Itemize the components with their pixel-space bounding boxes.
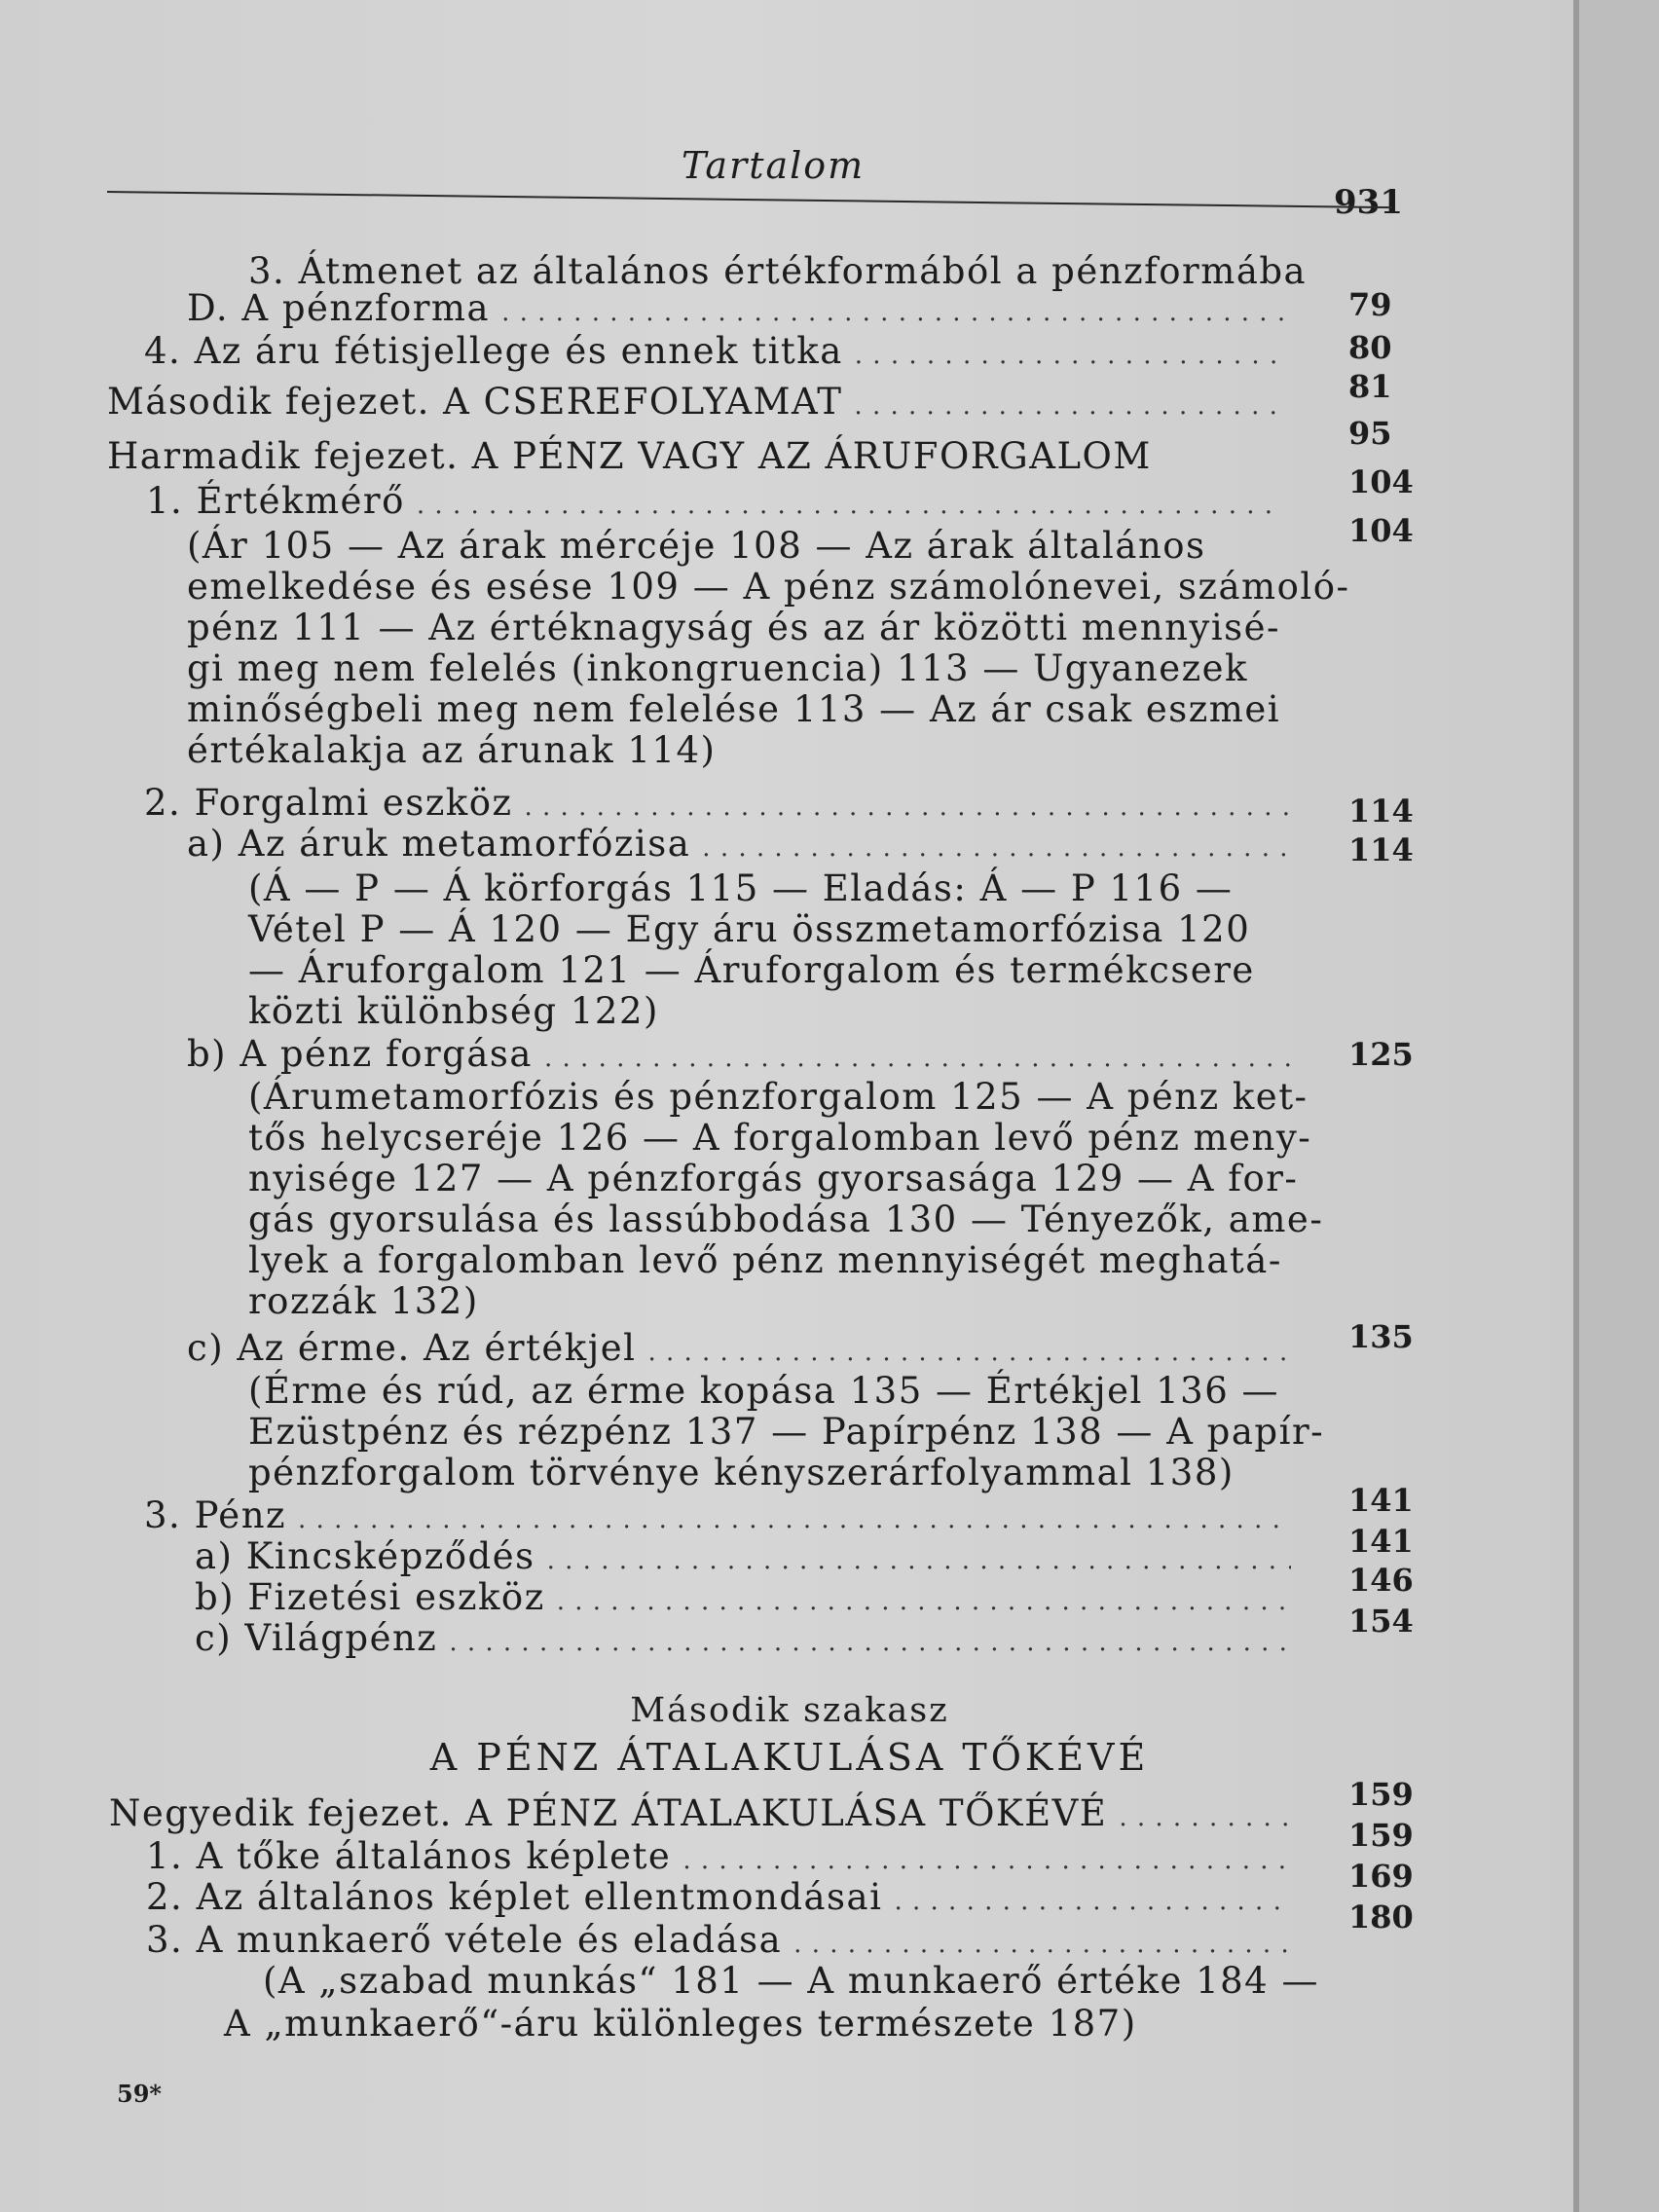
toc-entry: 4. Az áru fétisjellege és ennek titka . . . xyxy=(144,331,1293,372)
toc-description-line: (Érme és rúd, az érme kopása 135 — Értékjel 136 — xyxy=(248,1370,1280,1412)
page-header-title: Tartalom xyxy=(682,144,866,187)
toc-page-number: 114 xyxy=(1348,793,1414,830)
section-title: A PÉNZ ÁTALAKULÁSA TŐKÉVÉ xyxy=(429,1736,1150,1779)
toc-page-number: 159 xyxy=(1348,1817,1414,1854)
toc-description-line: közti különbség 122) xyxy=(248,990,659,1032)
toc-description-line: emelkedése és esése 109 — A pénz számolónevei, számoló- xyxy=(187,566,1350,608)
toc-description-line: pénz 111 — Az értéknagyság és az ár közötti mennyisé- xyxy=(187,607,1281,648)
toc-description-line: minőségbeli meg nem felelése 113 — Az ár csak eszmei xyxy=(187,688,1281,730)
toc-description-line: (Á — P — Á körforgás 115 — Eladás: Á — P 116 — xyxy=(248,867,1234,909)
toc-entry: Negyedik fejezet. A PÉNZ ÁTALAKULÁSA TŐKÉVÉ . . . xyxy=(109,1793,1303,1834)
toc-page-number: 80 xyxy=(1348,329,1392,366)
toc-description-line: rozzák 132) xyxy=(248,1280,479,1322)
toc-entry: b) A pénz forgása . . . xyxy=(187,1034,1303,1075)
toc-entry: 1. A tőke általános képlete . . . xyxy=(146,1836,1303,1877)
toc-description-line: Ezüstpénz és rézpénz 137 — Papírpénz 138 — A papír- xyxy=(248,1411,1325,1453)
toc-description-line: gás gyorsulása és lassúbbodása 130 — Tényezők, ame- xyxy=(248,1198,1324,1240)
toc-entry: 3. Pénz . . . xyxy=(144,1495,1303,1536)
toc-page-number: 141 xyxy=(1348,1482,1414,1519)
page-number: 931 xyxy=(1334,183,1403,222)
toc-description-line: (Árumetamorfózis és pénzforgalom 125 — A pénz ket- xyxy=(248,1076,1309,1118)
toc-entry: 1. Értékmérő . . . xyxy=(146,481,1295,522)
toc-page-number: 169 xyxy=(1348,1858,1414,1895)
toc-entry: b) Fizetési eszköz . . . xyxy=(195,1577,1303,1618)
toc-description-line: A „munkaerő“-áru különleges természete 187) xyxy=(224,2003,1137,2045)
toc-page-number: 104 xyxy=(1348,463,1414,500)
toc-description-line: értékalakja az árunak 114) xyxy=(187,729,717,771)
toc-description-line: (Ár 105 — Az árak mércéje 108 — Az árak általános xyxy=(187,525,1206,567)
toc-description-line: — Áruforgalom 121 — Áruforgalom és termékcsere xyxy=(248,949,1255,991)
toc-page-number: 146 xyxy=(1348,1562,1414,1599)
toc-description-line: tős helycseréje 126 — A forgalomban levő pénz meny- xyxy=(248,1117,1312,1159)
toc-entry: 3. Átmenet az általános értékformából a pénzformába xyxy=(248,250,1308,292)
section-label: Második szakasz xyxy=(630,1691,949,1730)
toc-entry: Második fejezet. A CSEREFOLYAMAT . . . xyxy=(107,382,1295,423)
toc-entry: Harmadik fejezet. A PÉNZ VAGY AZ ÁRUFORGALOM xyxy=(107,435,1152,477)
toc-page-number: 81 xyxy=(1348,368,1392,405)
book-spine xyxy=(1573,0,1659,2212)
toc-entry: 2. Az általános képlet ellentmondásai . . . xyxy=(146,1877,1303,1918)
toc-description-line: gi meg nem felelés (inkongruencia) 113 — Ugyanezek xyxy=(187,647,1248,689)
toc-page-number: 79 xyxy=(1348,286,1392,323)
toc-entry: D. A pénzforma . . . xyxy=(187,288,1297,329)
toc-description-line: nyisége 127 — A pénzforgás gyorsasága 129 — A for- xyxy=(248,1158,1299,1199)
toc-entry: 2. Forgalmi eszköz . . . xyxy=(144,783,1303,824)
toc-page-number: 180 xyxy=(1348,1899,1414,1936)
toc-page-number: 95 xyxy=(1348,415,1392,452)
toc-description-line: pénzforgalom törvénye kényszerárfolyammal 138) xyxy=(248,1452,1235,1493)
toc-entry: 3. A munkaerő vétele és eladása . . . xyxy=(146,1920,1303,1961)
toc-description-line: (A „szabad munkás“ 181 — A munkaerő értéke 184 — xyxy=(263,1960,1319,2002)
toc-page-number: 114 xyxy=(1348,831,1414,868)
toc-page-number: 135 xyxy=(1348,1318,1414,1355)
toc-entry: c) Világpénz . . . xyxy=(195,1618,1303,1659)
toc-entry: a) Az áruk metamorfózisa . . . xyxy=(187,824,1303,865)
toc-page-number: 104 xyxy=(1348,512,1414,549)
toc-description-line: lyek a forgalomban levő pénz mennyiségét meghatá- xyxy=(248,1239,1282,1281)
toc-entry: c) Az érme. Az értékjel . . . xyxy=(187,1328,1303,1369)
toc-page-number: 159 xyxy=(1348,1776,1414,1813)
toc-page-number: 141 xyxy=(1348,1523,1414,1560)
toc-description-line: Vétel P — Á 120 — Egy áru összmetamorfózisa 120 xyxy=(248,908,1251,950)
toc-page-number: 154 xyxy=(1348,1603,1414,1640)
toc-page-number: 125 xyxy=(1348,1036,1414,1073)
toc-entry: a) Kincsképződés . . . xyxy=(195,1536,1303,1577)
signature-mark: 59* xyxy=(117,2080,162,2108)
